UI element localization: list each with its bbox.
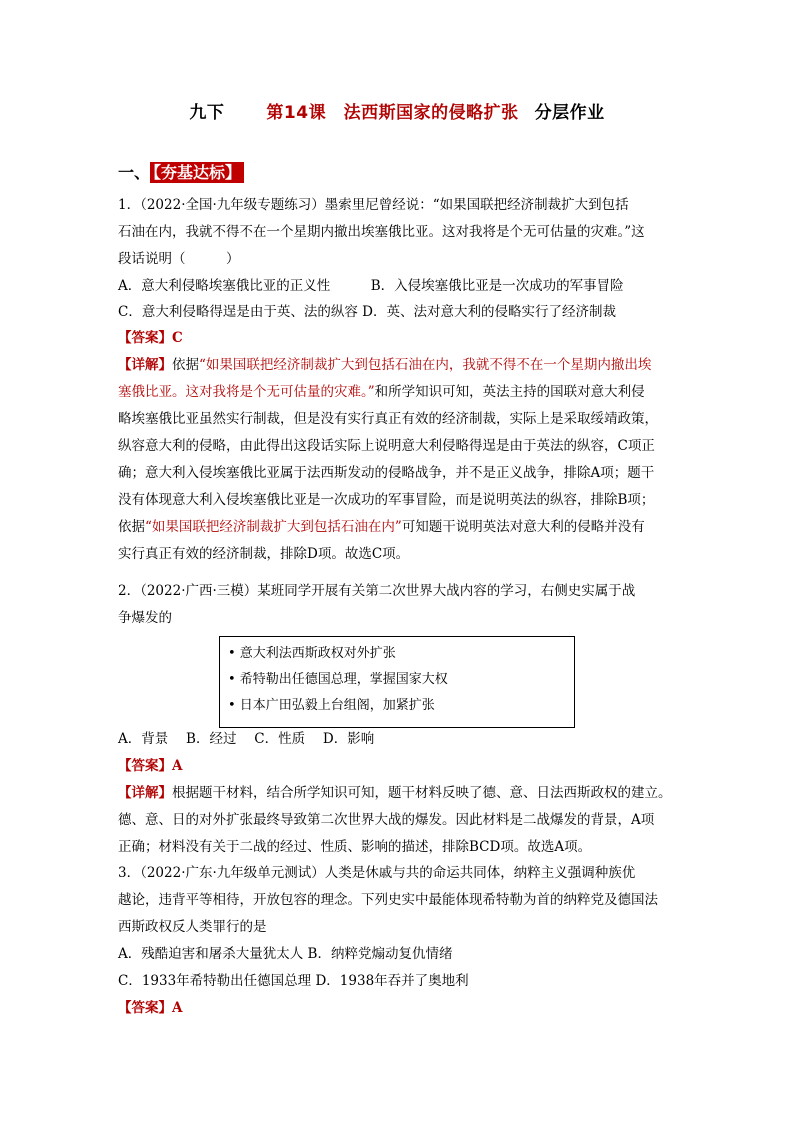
- q2-line-1: 2．（2022·广西·三模）某班同学开展有关第二次世界大战内容的学习，右侧史实属于战: [118, 583, 636, 599]
- q1-detail-quote-1b: 塞俄比亚。这对我将是个无可估量的灾难。”: [118, 384, 375, 400]
- q3-option-cd: C．1933年希特勒出任德国总理 D．1938年吞并了奥地利: [118, 973, 469, 989]
- q1-detail-text-1: 和所学知识可知，英法主持的国联对意大利侵: [374, 384, 645, 400]
- question-3: [118, 860, 678, 1022]
- q1-option-cd: C．意大利侵略得逞是由于英、法的纵容 D．英、法对意大利的侵略实行了经济制裁: [118, 304, 616, 320]
- q3-answer-value: A: [172, 1000, 183, 1016]
- question-2-answer: [118, 726, 678, 861]
- q1-line-2: 石油在内，我就不得不在一个星期内撤出埃塞俄比亚。这对我将是个无可估量的灾难。”这: [118, 224, 645, 240]
- q1-detail-line-8: 实行真正有效的经济制裁，排除D项。故选C项。: [118, 546, 410, 562]
- q3-line-2: 越论，违背平等相待，开放包容的理念。下列史实中最能体现希特勒为首的纳粹党及德国法: [118, 892, 658, 908]
- section-heading: [118, 160, 244, 183]
- title-lesson: 第14课 法西斯国家的侵略扩张: [266, 103, 519, 123]
- q1-detail-line-1: [118, 352, 678, 379]
- q1-detail-line-3: 略埃塞俄比亚虽然实行制裁，但是没有实行真正有效的经济制裁，实际上是采取绥靖政策，: [118, 411, 658, 427]
- q1-detail-line-7: [118, 514, 678, 541]
- q3-answer-label: 【答案】: [118, 1000, 172, 1016]
- q2-answer-value: A: [172, 758, 183, 774]
- q2-answer: [118, 753, 678, 780]
- question-2: [118, 578, 678, 632]
- title-tag: 分层作业: [534, 103, 605, 123]
- q1-line-1: 1．（2022·全国·九年级专题练习）墨索里尼曾经说：“如果国联把经济制裁扩大到包括: [118, 197, 629, 213]
- q2-detail-label: 【详解】: [118, 785, 172, 801]
- q1-detail-last-prefix: 依据: [118, 519, 145, 535]
- q2-answer-label: 【答案】: [118, 758, 172, 774]
- q2-detail-line-2: 德、意、日的对外扩张最终导致第二次世界大战的爆发。因此材料是二战爆发的背景，A项: [118, 812, 655, 828]
- q3-line-3: 西斯政权反人类罪行的是: [118, 919, 267, 935]
- q3-line-1: 3．（2022·广东·九年级单元测试）人类是休戚与共的命运共同体，纳粹主义强调种族优: [118, 865, 636, 881]
- q1-answer: [118, 325, 678, 352]
- q1-option-ab: A．意大利侵略埃塞俄比亚的正义性 B．入侵埃塞俄比亚是一次成功的军事冒险: [118, 278, 624, 294]
- q1-detail-quote-2: “如果国联把经济制裁扩大到包括石油在内”: [145, 519, 402, 535]
- materials-box: [219, 636, 575, 728]
- q2-detail-line-1: [118, 780, 678, 807]
- material-item: • 意大利法西斯政权对外扩张: [228, 646, 396, 661]
- question-1: [118, 192, 678, 568]
- q1-detail-label: 【详解】: [118, 357, 172, 373]
- q1-answer-value: C: [172, 330, 183, 346]
- q1-detail-line-5: 确；意大利入侵埃塞俄比亚属于法西斯发动的侵略战争，并不是正义战争，排除A项；题干: [118, 465, 655, 481]
- section-number: 一、: [118, 163, 151, 182]
- q1-detail-line-6: 没有体现意大利入侵埃塞俄比亚是一次成功的军事冒险，而是说明英法的纵容，排除B项；: [118, 492, 655, 508]
- q2-detail-line-3: 正确；材料没有关于二战的经过、性质、影响的描述，排除BCD项。故选A项。: [118, 839, 592, 855]
- q3-option-ab: A．残酷迫害和屠杀大量犹太人 B．纳粹党煽动复仇情绪: [118, 946, 453, 962]
- q2-options: A．背景 B．经过 C．性质 D．影响: [118, 731, 375, 747]
- section-label: 【夯基达标】: [150, 162, 244, 183]
- q1-line-3: 段话说明（ ）: [118, 251, 240, 267]
- q3-answer: [118, 995, 678, 1022]
- q2-line-2: 争爆发的: [118, 610, 172, 626]
- q1-answer-label: 【答案】: [118, 330, 172, 346]
- material-item: • 日本广田弘毅上台组阁，加紧扩张: [228, 698, 435, 713]
- q1-detail-last-suffix: 可知题干说明英法对意大利的侵略并没有: [401, 519, 645, 535]
- material-item: • 希特勒出任德国总理，掌握国家大权: [228, 672, 448, 687]
- q2-detail-text-1: 根据题干材料，结合所学知识可知，题干材料反映了德、意、日法西斯政权的建立。: [172, 785, 672, 801]
- title-grade: 九下: [189, 103, 225, 123]
- q1-detail-prefix: 依据: [172, 357, 199, 373]
- q1-detail-line-2: [118, 379, 678, 406]
- q1-detail-line-4: 纵容意大利的侵略，由此得出这段话实际上说明意大利侵略得逞是由于英法的纵容，C项正: [118, 438, 655, 454]
- q1-detail-quote-1: “如果国联把经济制裁扩大到包括石油在内，我就不得不在一个星期内撤出埃: [199, 357, 652, 373]
- page-title: [0, 98, 794, 123]
